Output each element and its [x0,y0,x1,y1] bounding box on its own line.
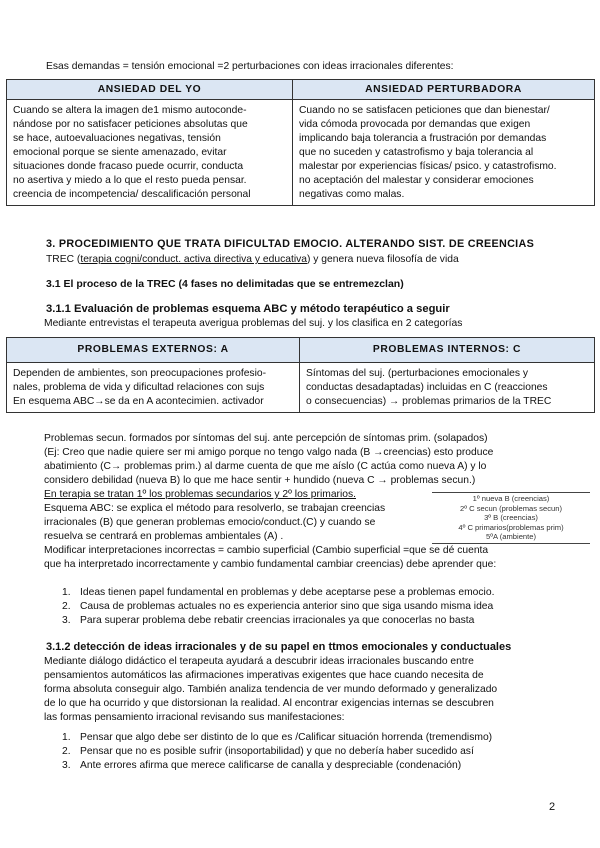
list-item [62,731,492,745]
paragraph-line: considero debilidad (nueva B) lo que me hace sentir + hundido (nueva C → problemas secun.) [44,475,476,486]
list-item [62,614,494,628]
paragraph-line: abatimiento (C→ problemas prim.) al darme cuenta de que me aíslo (C actúa como nueva A) y lo [44,461,487,472]
list-number: 3. [62,760,71,771]
order-item: 5ºA (ambiente) [485,532,537,542]
intro-line: Esas demandas = tensión emocional =2 perturbaciones con ideas irracionales diferentes: [46,61,454,72]
list-item [62,759,492,773]
list-number: 1. [62,587,71,598]
cell-line: malestar por experiencias físicas/ psico. y catastrofismo. [299,161,557,172]
list-text: Causa de problemas actuales no es experiencia anterior sino que siga usando misma idea [80,601,494,612]
problems-table-cell-1 [7,363,300,413]
paragraph-line: (Ej: Creo que nadie quiere ser mi amigo porque no tengo valgo nada (B →creencias) esto produce [44,447,494,458]
cell-line: creencia de incompetencia/ descalificación personal [13,189,251,200]
problems-table-header-1: PROBLEMAS EXTERNOS: A [7,338,300,363]
cell-line: Cuando no se satisfacen peticiones que dan bienestar/ [299,105,550,116]
cell-line: Cuando se altera la imagen de1 mismo autoconde- [13,105,247,116]
cell-line: conductas desadaptadas) incluidas en C (reacciones [306,382,548,393]
secondary-problems-paragraph [44,432,496,572]
anxiety-table-cell-2 [293,100,595,206]
paragraph-line: pensamientos automáticos las afirmaciones imperativas exigentes que hace cuando necesita de [44,670,484,681]
list-text: Pensar que algo debe ser distinto de lo que es /Calificar situación horrenda (tremendismo) [80,732,493,743]
cell-line: emocional porque se siente amenazado, evitar [13,147,227,158]
section-3-1-1-subtitle: Mediante entrevistas el terapeuta averigua problemas del suj. y los clasifica en 2 categorías [44,318,463,329]
order-item: 3º B (creencias) [484,513,538,523]
paragraph-line: irracionales (B) que generan problemas emocio/conduct.(C) y cuando se [44,517,376,528]
page-number: 2 [549,801,556,813]
list-number: 2. [62,601,71,612]
problems-table-header-2: PROBLEMAS INTERNOS: C [300,338,595,363]
order-item: 4º C primarios(problemas prim) [458,522,564,532]
list-text: Ante errores afirma que merece calificarse de canalla y despreciable (condenación) [80,760,462,771]
cell-line: situaciones donde fracaso puede ocurrir, conducta [13,161,244,172]
paragraph-line: resuelva se centrará en problemas ambientales (A) . [44,531,284,542]
irrational-forms-list [62,731,492,773]
cell-line: En esquema ABC→se da en A acontecimien. activador [13,396,264,407]
paragraph-line: las formas pensamiento irracional revisando sus manifestaciones: [44,712,345,723]
treatment-order-box [432,492,590,544]
paragraph-line: forma absoluta conseguir algo. También analiza tendencia de ver mundo deformado y generalizado [44,684,498,695]
section-3-subtitle [46,253,459,267]
therapy-order-note: En terapia se tratan 1º los problemas secundarios y 2º los primarios. [44,489,356,500]
list-number: 2. [62,746,71,757]
trec-text-end: ) y genera nueva filosofía de vida [307,254,459,265]
list-item [62,600,494,614]
learning-list [62,586,494,628]
list-text: Pensar que no es posible sufrir (insoportabilidad) y que no debería haber sucedido así [80,746,474,757]
list-item [62,745,492,759]
paragraph-line: Modificar interpretaciones incorrectas = cambio superficial (Cambio superficial =que se dé cuenta [44,545,489,556]
cell-line: nales, problema de vida y dificultad relaciones con sujs [13,382,265,393]
paragraph-line: Mediante diálogo didáctico el terapeuta ayudará a descubrir ideas irracionales buscando entre [44,656,474,667]
section-3-1-title: 3.1 El proceso de la TREC (4 fases no delimitadas que se entremezclan) [46,278,404,290]
cell-line: o consecuencias) → problemas primarios de la TREC [306,396,552,407]
cell-line: Dependen de ambientes, son preocupaciones profesio- [13,368,267,379]
problems-table [6,337,595,413]
order-item: 2º C secun (problemas secun) [460,503,562,513]
order-item: 1º nueva B (creencias) [472,494,550,503]
section-3-1-2-paragraph [44,655,497,725]
cell-line: que no suceden y catastrofismo y baja tolerancia al [299,147,534,158]
list-number: 1. [62,732,71,743]
problems-table-cell-2 [300,363,595,413]
anxiety-table [6,79,595,206]
cell-line: negativas como malas. [299,189,405,200]
trec-text: TREC ( [46,254,81,265]
trec-definition: terapia cogni/conduct. activa directiva y educativa [80,254,307,265]
section-3-1-2-title: 3.1.2 detección de ideas irracionales y de su papel en ttmos emocionales y conductuales [46,641,512,653]
anxiety-table-header-2: ANSIEDAD PERTURBADORA [293,80,595,100]
section-3-title: 3. PROCEDIMIENTO QUE TRATA DIFICULTAD EMOCIO. ALTERANDO SIST. DE CREENCIAS [46,238,535,250]
cell-line: Síntomas del suj. (perturbaciones emocionales y [306,368,529,379]
cell-line: nándose por no satisfacer peticiones absolutas que [13,119,248,130]
paragraph-line: Problemas secun. formados por síntomas del suj. ante percepción de síntomas prim. (solapados) [44,433,488,444]
cell-line: vida cómoda provocada por demandas que exigen [299,119,531,130]
list-number: 3. [62,615,71,626]
cell-line: no asertiva y miedo a lo que el resto pueda pensar. [13,175,247,186]
cell-line: no aceptación del malestar y considerar emociones [299,175,534,186]
cell-line: se hace, autoevaluaciones negativas, tensión [13,133,221,144]
paragraph-line: de lo que ha ocurrido y que distorsionan la realidad. Al encontrar exigencias internas se descubren [44,698,494,709]
anxiety-table-cell-1 [7,100,293,206]
section-3-1-1-title: 3.1.1 Evaluación de problemas esquema ABC y método terapéutico a seguir [46,303,450,315]
paragraph-line: Esquema ABC: se explica el método para resolverlo, se trabajan creencias [44,503,386,514]
list-text: Para superar problema debe rebatir creencias irracionales ya que conocerlas no basta [80,615,475,626]
list-item [62,586,494,600]
paragraph-line: que ha interpretado incorrectamente y cambio fundamental cambiar creencias) debe aprender que: [44,559,497,570]
list-text: Ideas tienen papel fundamental en problemas y debe aceptarse pese a problemas emocio. [80,587,495,598]
anxiety-table-header-1: ANSIEDAD DEL YO [7,80,293,100]
cell-line: implicando baja tolerancia a frustración por demandas [299,133,547,144]
